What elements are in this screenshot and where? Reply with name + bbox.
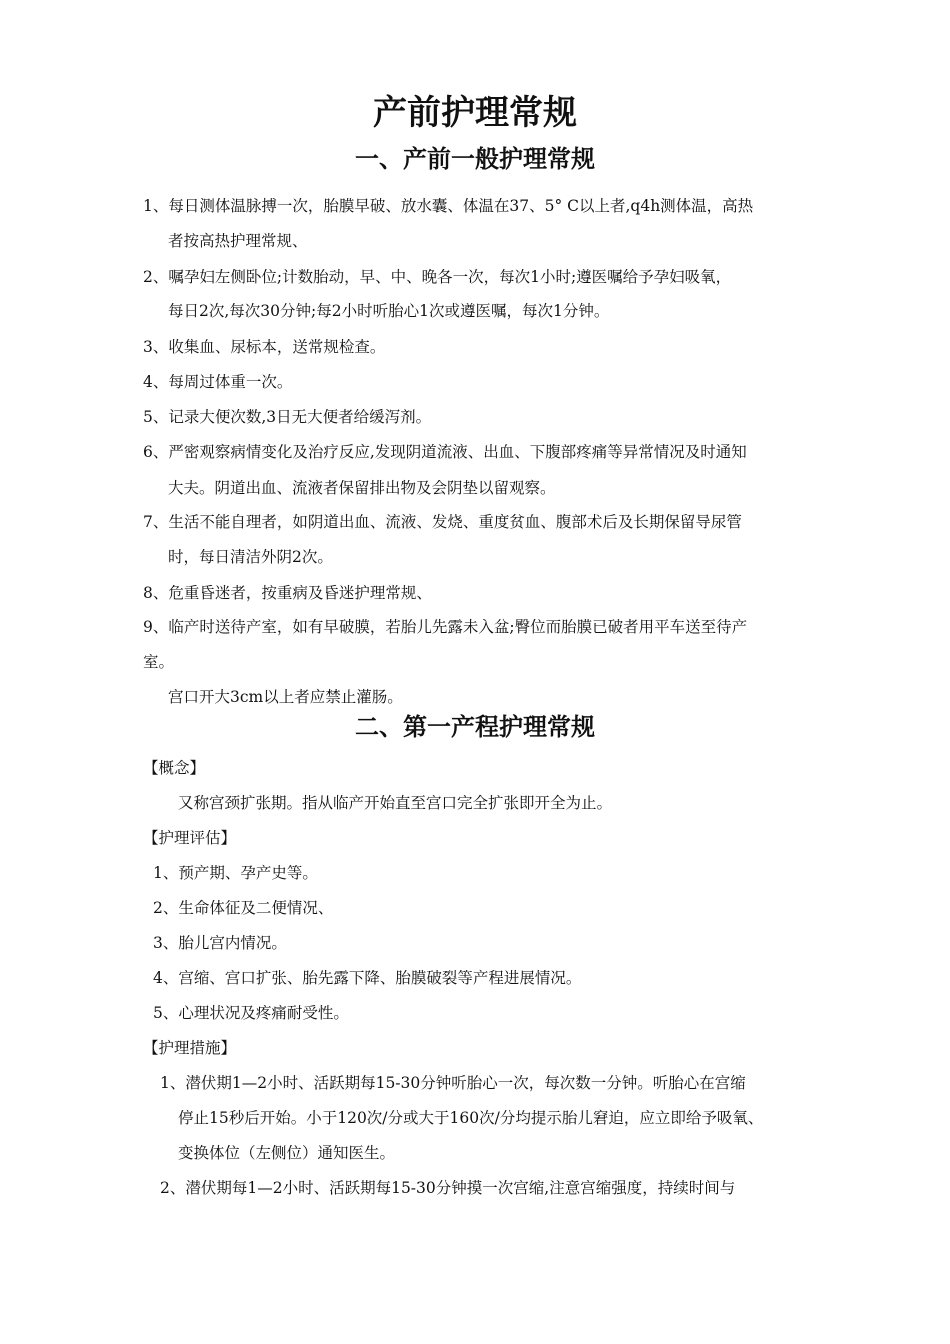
s2-line-9: 【护理措施】 bbox=[143, 1039, 237, 1057]
s1-line-3: 2、嘱孕妇左侧卧位;计数胎动，早、中、晚各一次，每次1小时;遵医嘱给予孕妇吸氧， bbox=[143, 268, 732, 286]
s1-line-14: 室。 bbox=[143, 653, 175, 671]
s2-line-5: 2、生命体征及二便情况、 bbox=[153, 899, 334, 917]
s1-line-8: 6、严密观察病情变化及治疗反应,发现阴道流液、出血、下腹部疼痛等异常情况及时通知 bbox=[143, 443, 747, 461]
s2-line-4: 1、预产期、孕产史等。 bbox=[153, 864, 318, 882]
s1-line-9: 大夫。阴道出血、流液者保留排出物及会阴垫以留观察。 bbox=[168, 479, 556, 497]
s2-line-6: 3、胎儿宫内情况。 bbox=[153, 934, 287, 952]
s1-line-2: 者按高热护理常规、 bbox=[168, 232, 308, 250]
s2-line-10: 1、潜伏期1—2小时、活跃期每15-30分钟听胎心一次，每次数一分钟。听胎心在宫缩 bbox=[160, 1074, 746, 1092]
s1-line-12: 8、危重昏迷者，按重病及昏迷护理常规、 bbox=[143, 584, 432, 602]
s2-line-8: 5、心理状况及疼痛耐受性。 bbox=[153, 1004, 349, 1022]
s1-line-10: 7、生活不能自理者，如阴道出血、流液、发烧、重度贫血、腹部术后及长期保留导尿管 bbox=[143, 513, 742, 531]
s1-line-7: 5、记录大便次数,3日无大便者给缓泻剂。 bbox=[143, 408, 432, 426]
s1-line-5: 3、收集血、尿标本，送常规检查。 bbox=[143, 338, 386, 356]
s1-line-11: 时，每日清洁外阴2次。 bbox=[168, 548, 333, 566]
s1-line-6: 4、每周过体重一次。 bbox=[143, 373, 293, 391]
s2-line-3: 【护理评估】 bbox=[143, 829, 237, 847]
s2-line-12: 变换体位（左侧位）通知医生。 bbox=[178, 1144, 396, 1162]
section-2-heading: 二、第一产程护理常规 bbox=[355, 713, 595, 741]
s2-line-2: 又称宫颈扩张期。指从临产开始直至宫口完全扩张即开全为止。 bbox=[178, 794, 613, 812]
s1-line-15: 宫口开大3cm以上者应禁止灌肠。 bbox=[168, 688, 403, 706]
s2-line-7: 4、宫缩、宫口扩张、胎先露下降、胎膜破裂等产程进展情况。 bbox=[153, 969, 582, 987]
s2-line-1: 【概念】 bbox=[143, 759, 206, 777]
s2-line-11: 停止15秒后开始。小于120次/分或大于160次/分均提示胎儿窘迫，应立即给予吸氧、 bbox=[178, 1109, 764, 1127]
section-1-heading: 一、产前一般护理常规 bbox=[355, 145, 595, 173]
s1-line-4: 每日2次,每次30分钟;每2小时听胎心1次或遵医嘱，每次1分钟。 bbox=[168, 302, 610, 320]
document-title: 产前护理常规 bbox=[373, 93, 577, 133]
s1-line-1: 1、每日测体温脉搏一次，胎膜早破、放水囊、体温在37、5° C以上者,q4h测体温，高热 bbox=[143, 197, 754, 215]
s1-line-13: 9、临产时送待产室，如有早破膜，若胎儿先露未入盆;臀位而胎膜已破者用平车送至待产 bbox=[143, 618, 748, 636]
s2-line-13: 2、潜伏期每1—2小时、活跃期每15-30分钟摸一次宫缩,注意宫缩强度，持续时间与 bbox=[160, 1179, 736, 1197]
